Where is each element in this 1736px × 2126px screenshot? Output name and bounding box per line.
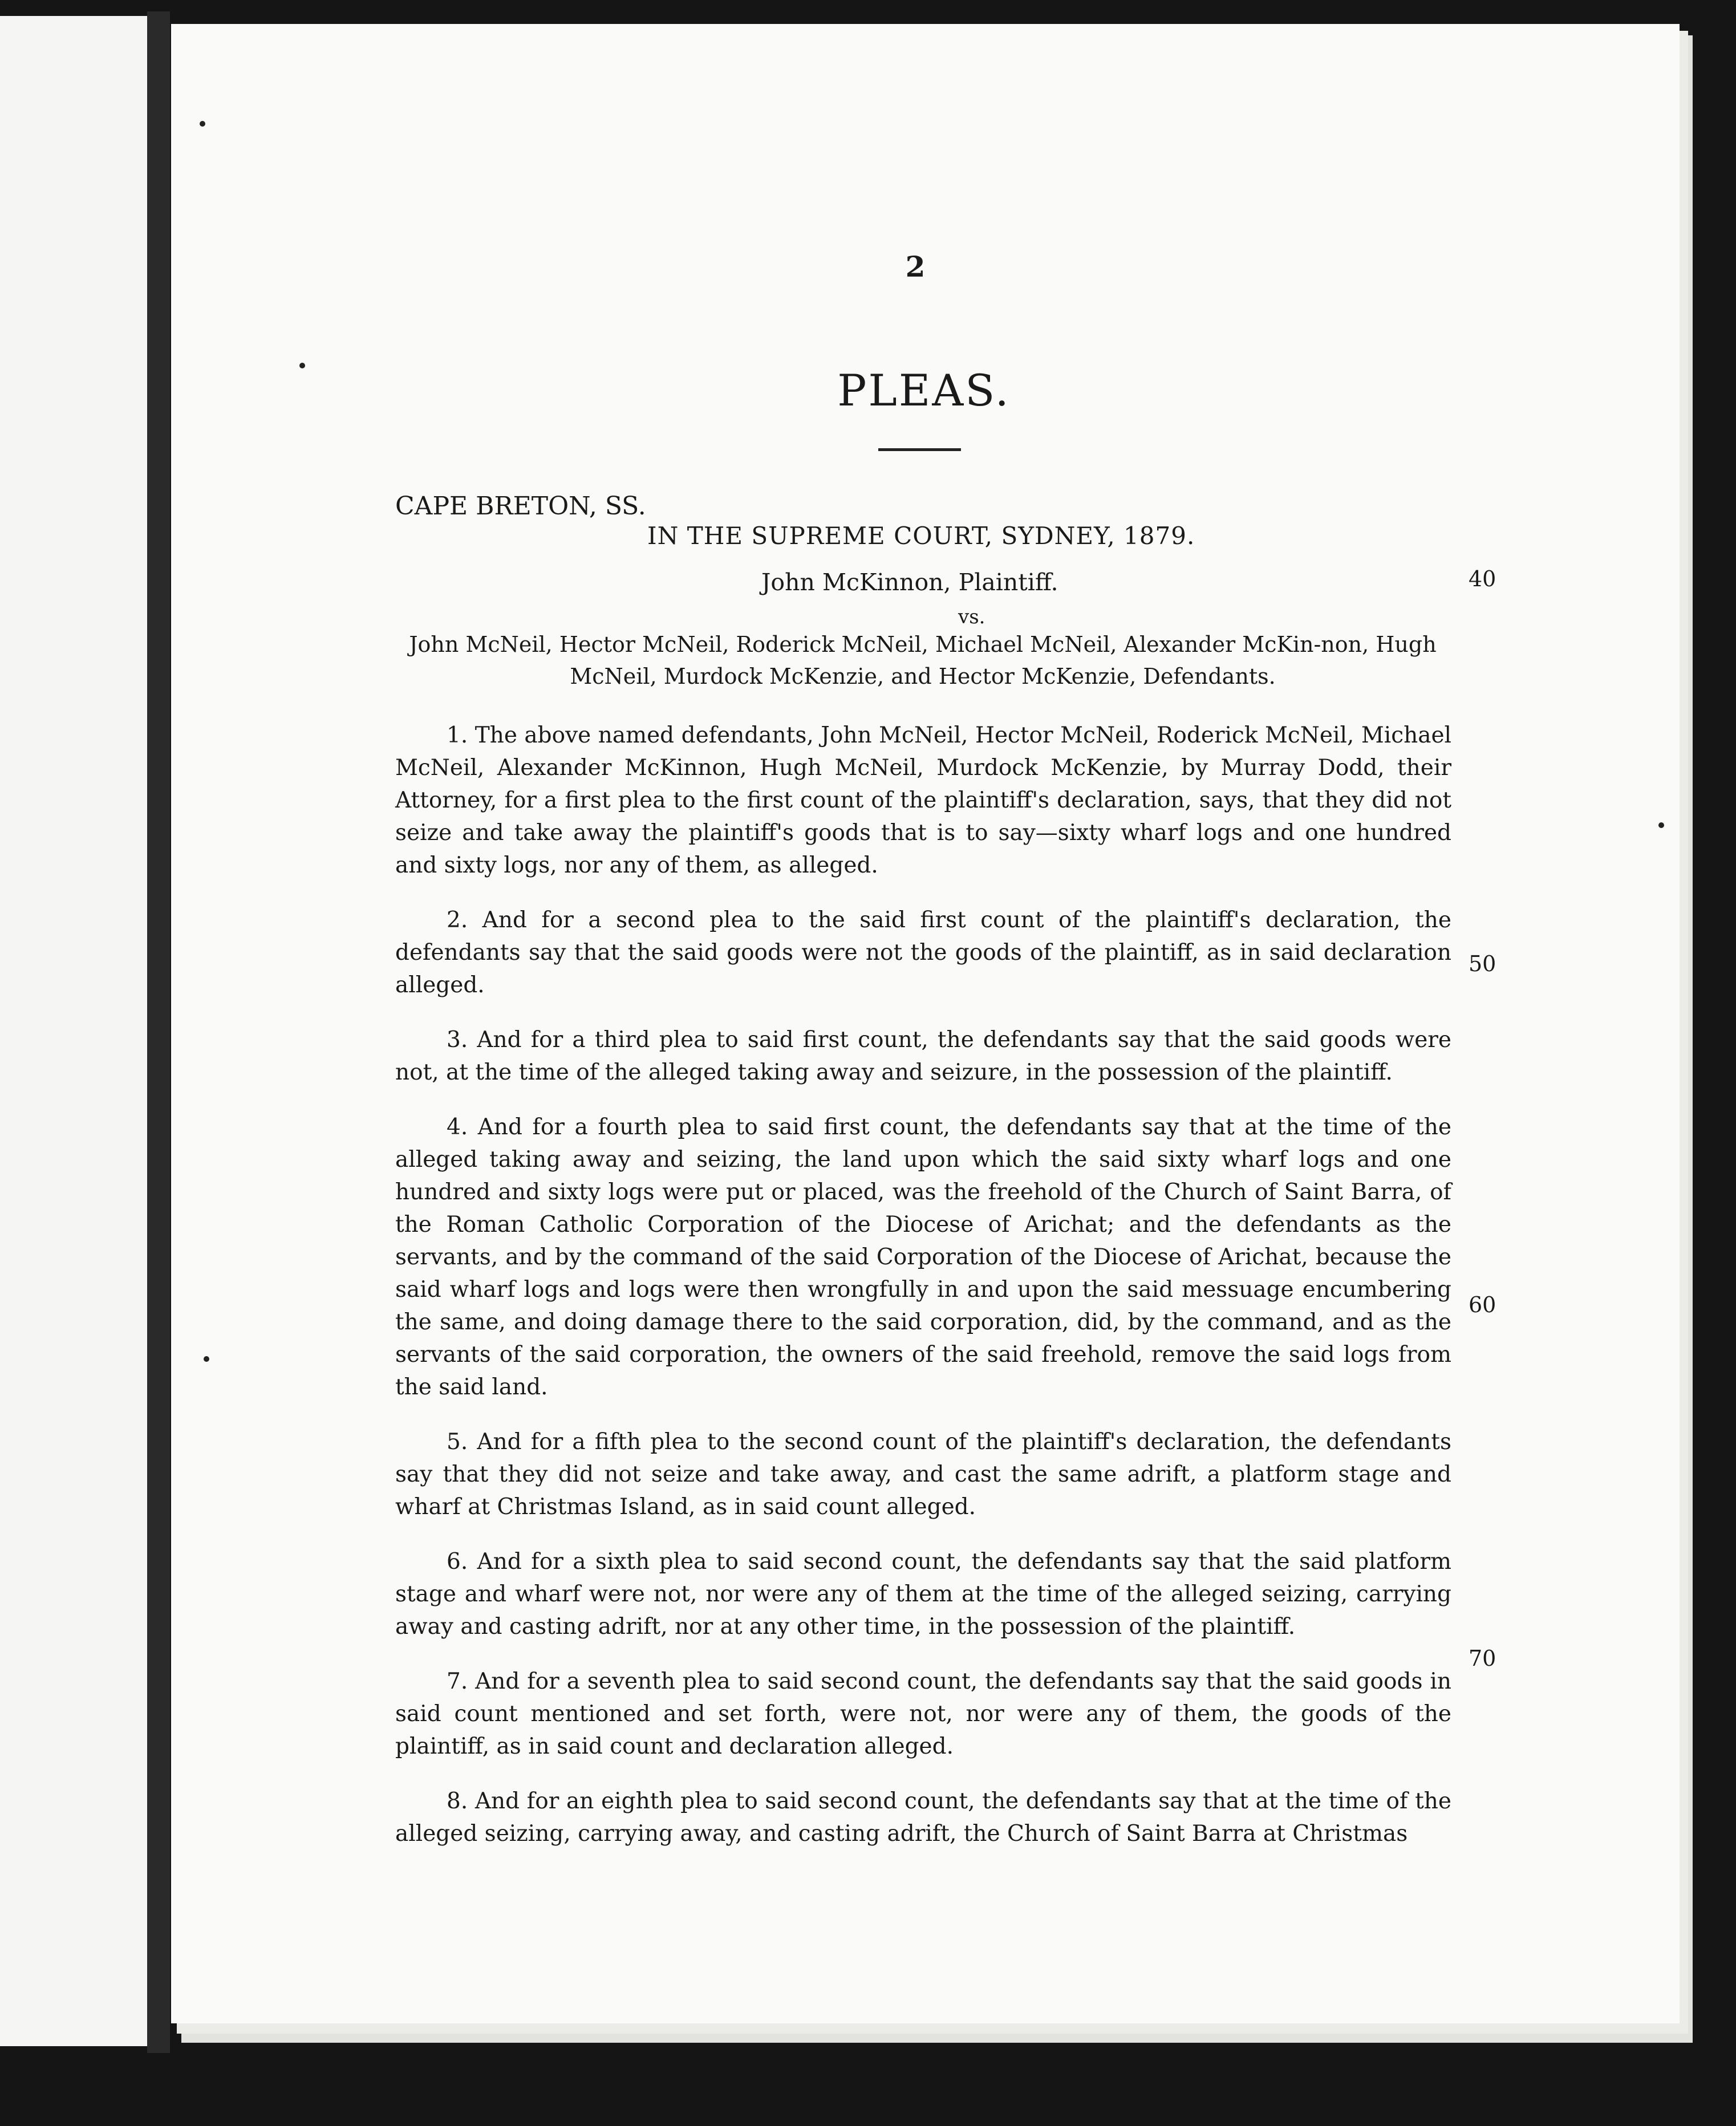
- book-spine: [147, 11, 170, 2053]
- title-divider: [878, 448, 961, 451]
- facing-page-edge: [0, 16, 153, 2046]
- ink-speck: [200, 121, 205, 127]
- plaintiff-line: John McKinnon, Plaintiff.: [761, 569, 1058, 596]
- page-number: 2: [905, 250, 926, 283]
- page-title: PLEAS.: [837, 365, 1011, 416]
- plea-paragraph: 6. And for a sixth plea to said second count, the defendants say that the said platform stage and wharf were not, nor were any of them at the time of the alleged seizing, carrying away and casting adrift, nor at any other time, in the possession of the plaintiff.: [395, 1549, 1451, 1640]
- court-heading: IN THE SUPREME COURT, SYDNEY, 1879.: [647, 522, 1195, 550]
- plea-paragraph: 2. And for a second plea to the said first count of the plaintiff's declaration, the defendants say that the said goods were not the goods of the plaintiff, as in said declaration alleged.: [395, 907, 1451, 998]
- pleas-body: [395, 697, 1451, 1865]
- versus-label: vs.: [958, 606, 985, 628]
- ink-speck: [299, 363, 305, 368]
- plea-paragraph: 5. And for a fifth plea to the second count of the plaintiff's declaration, the defendants say that they did not seize and take away, and cast the same adrift, a platform stage and wharf at Christmas Island, as in said count alleged.: [395, 1429, 1451, 1520]
- line-number: 50: [1469, 951, 1496, 976]
- plea-paragraph: 4. And for a fourth plea to said first count, the defendants say that at the time of the alleged taking away and seizing, the land upon which the said sixty wharf logs and one hundred and sixty logs were put or placed, was the freehold of the Church of Saint Barra, of the Roman Catholic Corporation of the Diocese of Arichat; and the defendants as the servants, and by the command of the said Corporation of the Diocese of Arichat, because the said wharf logs and logs were then wrongfully in and upon the said messuage encumbering the same, and doing damage there to the said corporation, did, by the command, and as the servants of the said corporation, the owners of the said freehold, remove the said logs from the said land.: [395, 1114, 1451, 1400]
- defendants-line: John McNeil, Hector McNeil, Roderick McNeil, Michael McNeil, Alexander McKin-non, Hugh McNeil, Murdock McKenzie, and Hector McKenzie, Defendants.: [409, 632, 1437, 689]
- plea-paragraph: 7. And for a seventh plea to said second count, the defendants say that the said goods in said count mentioned and set forth, were not, nor were any of them, the goods of the plaintiff, as in said count and declaration alleged.: [395, 1669, 1451, 1759]
- line-number: 40: [1469, 566, 1496, 591]
- plea-paragraph: 3. And for a third plea to said first count, the defendants say that the said goods were not, at the time of the alleged taking away and seizure, in the possession of the plaintiff.: [395, 1027, 1451, 1085]
- ink-speck: [1658, 822, 1664, 828]
- plea-paragraph: 8. And for an eighth plea to said second count, the defendants say that at the time of the alleged seizing, carrying away, and casting adrift, the Church of Saint Barra at Christmas: [395, 1788, 1451, 1847]
- plea-paragraph: 1. The above named defendants, John McNeil, Hector McNeil, Roderick McNeil, Michael McNeil, Alexander McKinnon, Hugh McNeil, Murdock McKenzie, by Murray Dodd, their Attorney, for a first plea to the first count of the plaintiff's declaration, says, that they did not seize and take away the plaintiff's goods that is to say—sixty wharf logs and one hundred and sixty logs, nor any of them, as alleged.: [395, 723, 1451, 878]
- line-number: 60: [1469, 1292, 1496, 1317]
- ink-speck: [204, 1356, 209, 1362]
- venue-line: CAPE BRETON, SS.: [395, 492, 646, 521]
- line-number: 70: [1469, 1646, 1496, 1671]
